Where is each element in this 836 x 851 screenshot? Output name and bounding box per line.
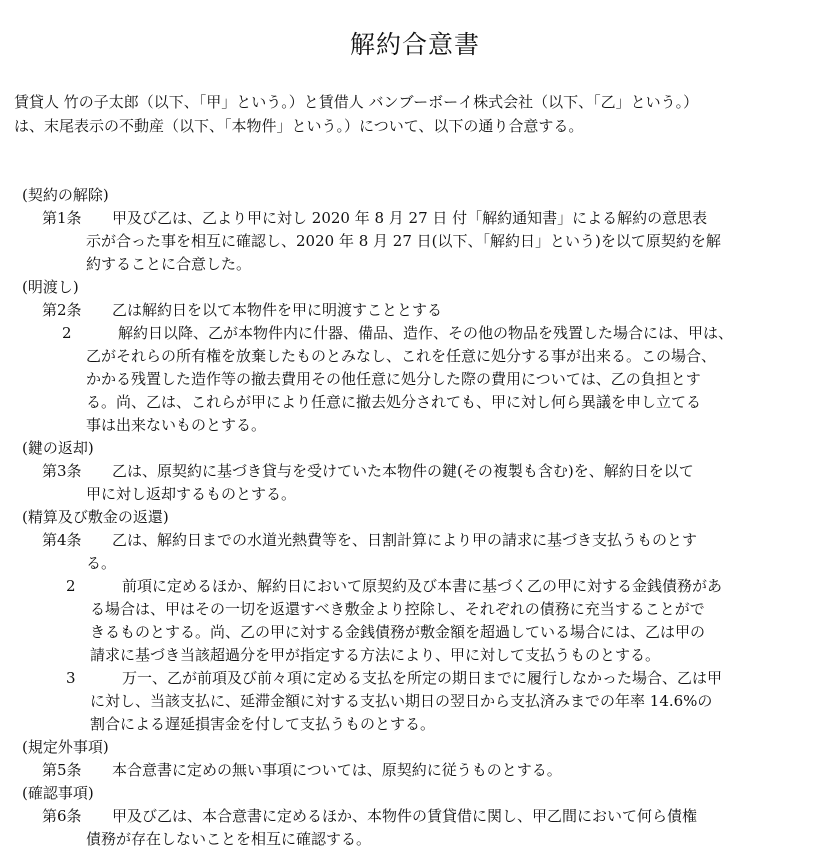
article-number: 第2条 — [42, 301, 82, 319]
article-text: 甲に対し返却するものとする。 — [86, 485, 297, 503]
article-text: る。 — [86, 554, 117, 572]
article-text: 甲及び乙は、乙より甲に対し 2020 年 8 月 27 日 付「解約通知書」による解約の意思表 — [112, 209, 708, 227]
article-5 — [42, 759, 816, 782]
article-text: 甲及び乙は、本合意書に定めるほか、本物件の賃貸借に関し、甲乙間において何ら債権 — [112, 807, 698, 825]
article-6 — [42, 805, 816, 851]
section-heading-confirmation: (確認事項) — [22, 784, 94, 802]
paragraph-text: 前項に定めるほか、解約日において原契約及び本書に基づく乙の甲に対する金銭債務があ — [122, 577, 723, 595]
document-title: 解約合意書 — [349, 30, 480, 59]
article-2 — [42, 299, 816, 322]
paragraph-text: 割合による遅延損害金を付して支払うものとする。 — [90, 715, 436, 733]
paragraph-number: 2 — [66, 577, 76, 595]
article-text: 乙は、解約日までの水道光熱費等を、日割計算により甲の請求に基づき支払うものとす — [112, 531, 698, 549]
intro-line: 賃貸人 竹の子太郎（以下、「甲」という。）と賃借人 バンブーボーイ株式会社（以下、「乙」という。） — [14, 93, 699, 111]
article-text: 乙は解約日を以て本物件を甲に明渡すこととする — [112, 301, 443, 319]
article-text: 示が合った事を相互に確認し、2020 年 8 月 27 日(以下、「解約日」という)を以て原契約を解 — [86, 232, 721, 250]
article-number: 第6条 — [42, 807, 82, 825]
paragraph-text: 解約日以降、乙が本物件内に什器、備品、造作、その他の物品を残置した場合には、甲は、 — [118, 324, 734, 342]
article-text: 約することに合意した。 — [86, 255, 252, 273]
article-3 — [42, 460, 816, 506]
paragraph-text: に対し、当該支払に、延滞金額に対する支払い期日の翌日から支払済みまでの年率 14.6%の — [90, 692, 713, 710]
paragraph-number: 3 — [66, 669, 76, 687]
article-4 — [42, 529, 816, 575]
article-1 — [42, 207, 816, 276]
paragraph-text: 請求に基づき当該超過分を甲が指定する方法により、甲に対して支払うものとする。 — [90, 646, 661, 664]
paragraph-text: る。尚、乙は、これらが甲により任意に撤去処分されても、甲に対し何ら異議を申し立てる — [86, 393, 702, 411]
paragraph-text: 乙がそれらの所有権を放棄したものとみなし、これを任意に処分する事が出来る。この場合、 — [86, 347, 717, 365]
section-heading-cancellation: (契約の解除) — [22, 186, 109, 204]
article-2-paragraph-2 — [62, 322, 816, 437]
article-text: 本合意書に定めの無い事項については、原契約に従うものとする。 — [112, 761, 562, 779]
section-heading-other-matters: (規定外事項) — [22, 738, 109, 756]
article-text: 債務が存在しないことを相互に確認する。 — [86, 830, 372, 848]
article-number: 第1条 — [42, 209, 82, 227]
section-heading-key-return: (鍵の返却) — [22, 439, 94, 457]
section-heading-handover: (明渡し) — [22, 278, 79, 296]
paragraph-number: 2 — [62, 324, 72, 342]
article-4-paragraph-3 — [66, 667, 816, 736]
intro-line: は、末尾表示の不動産（以下、「本物件」という。）について、以下の通り合意する。 — [14, 117, 584, 135]
article-number: 第4条 — [42, 531, 82, 549]
paragraph-text: かかる残置した造作等の撤去費用その他任意に処分した際の費用については、乙の負担とす — [86, 370, 701, 388]
section-heading-settlement: (精算及び敷金の返還) — [22, 508, 169, 526]
intro-paragraph — [14, 90, 816, 138]
paragraph-text: 事は出来ないものとする。 — [86, 416, 267, 434]
article-number: 第5条 — [42, 761, 82, 779]
paragraph-text: きるものとする。尚、乙の甲に対する金銭債務が敷金額を超過している場合には、乙は甲の — [90, 623, 706, 641]
article-number: 第3条 — [42, 462, 82, 480]
article-text: 乙は、原契約に基づき貸与を受けていた本物件の鍵(その複製も含む)を、解約日を以て — [112, 462, 694, 480]
article-4-paragraph-2 — [66, 575, 816, 667]
paragraph-text: 万一、乙が前項及び前々項に定める支払を所定の期日までに履行しなかった場合、乙は甲 — [122, 669, 723, 687]
paragraph-text: る場合は、甲はその一切を返還すべき敷金より控除し、それぞれの債務に充当することがで — [90, 600, 705, 618]
